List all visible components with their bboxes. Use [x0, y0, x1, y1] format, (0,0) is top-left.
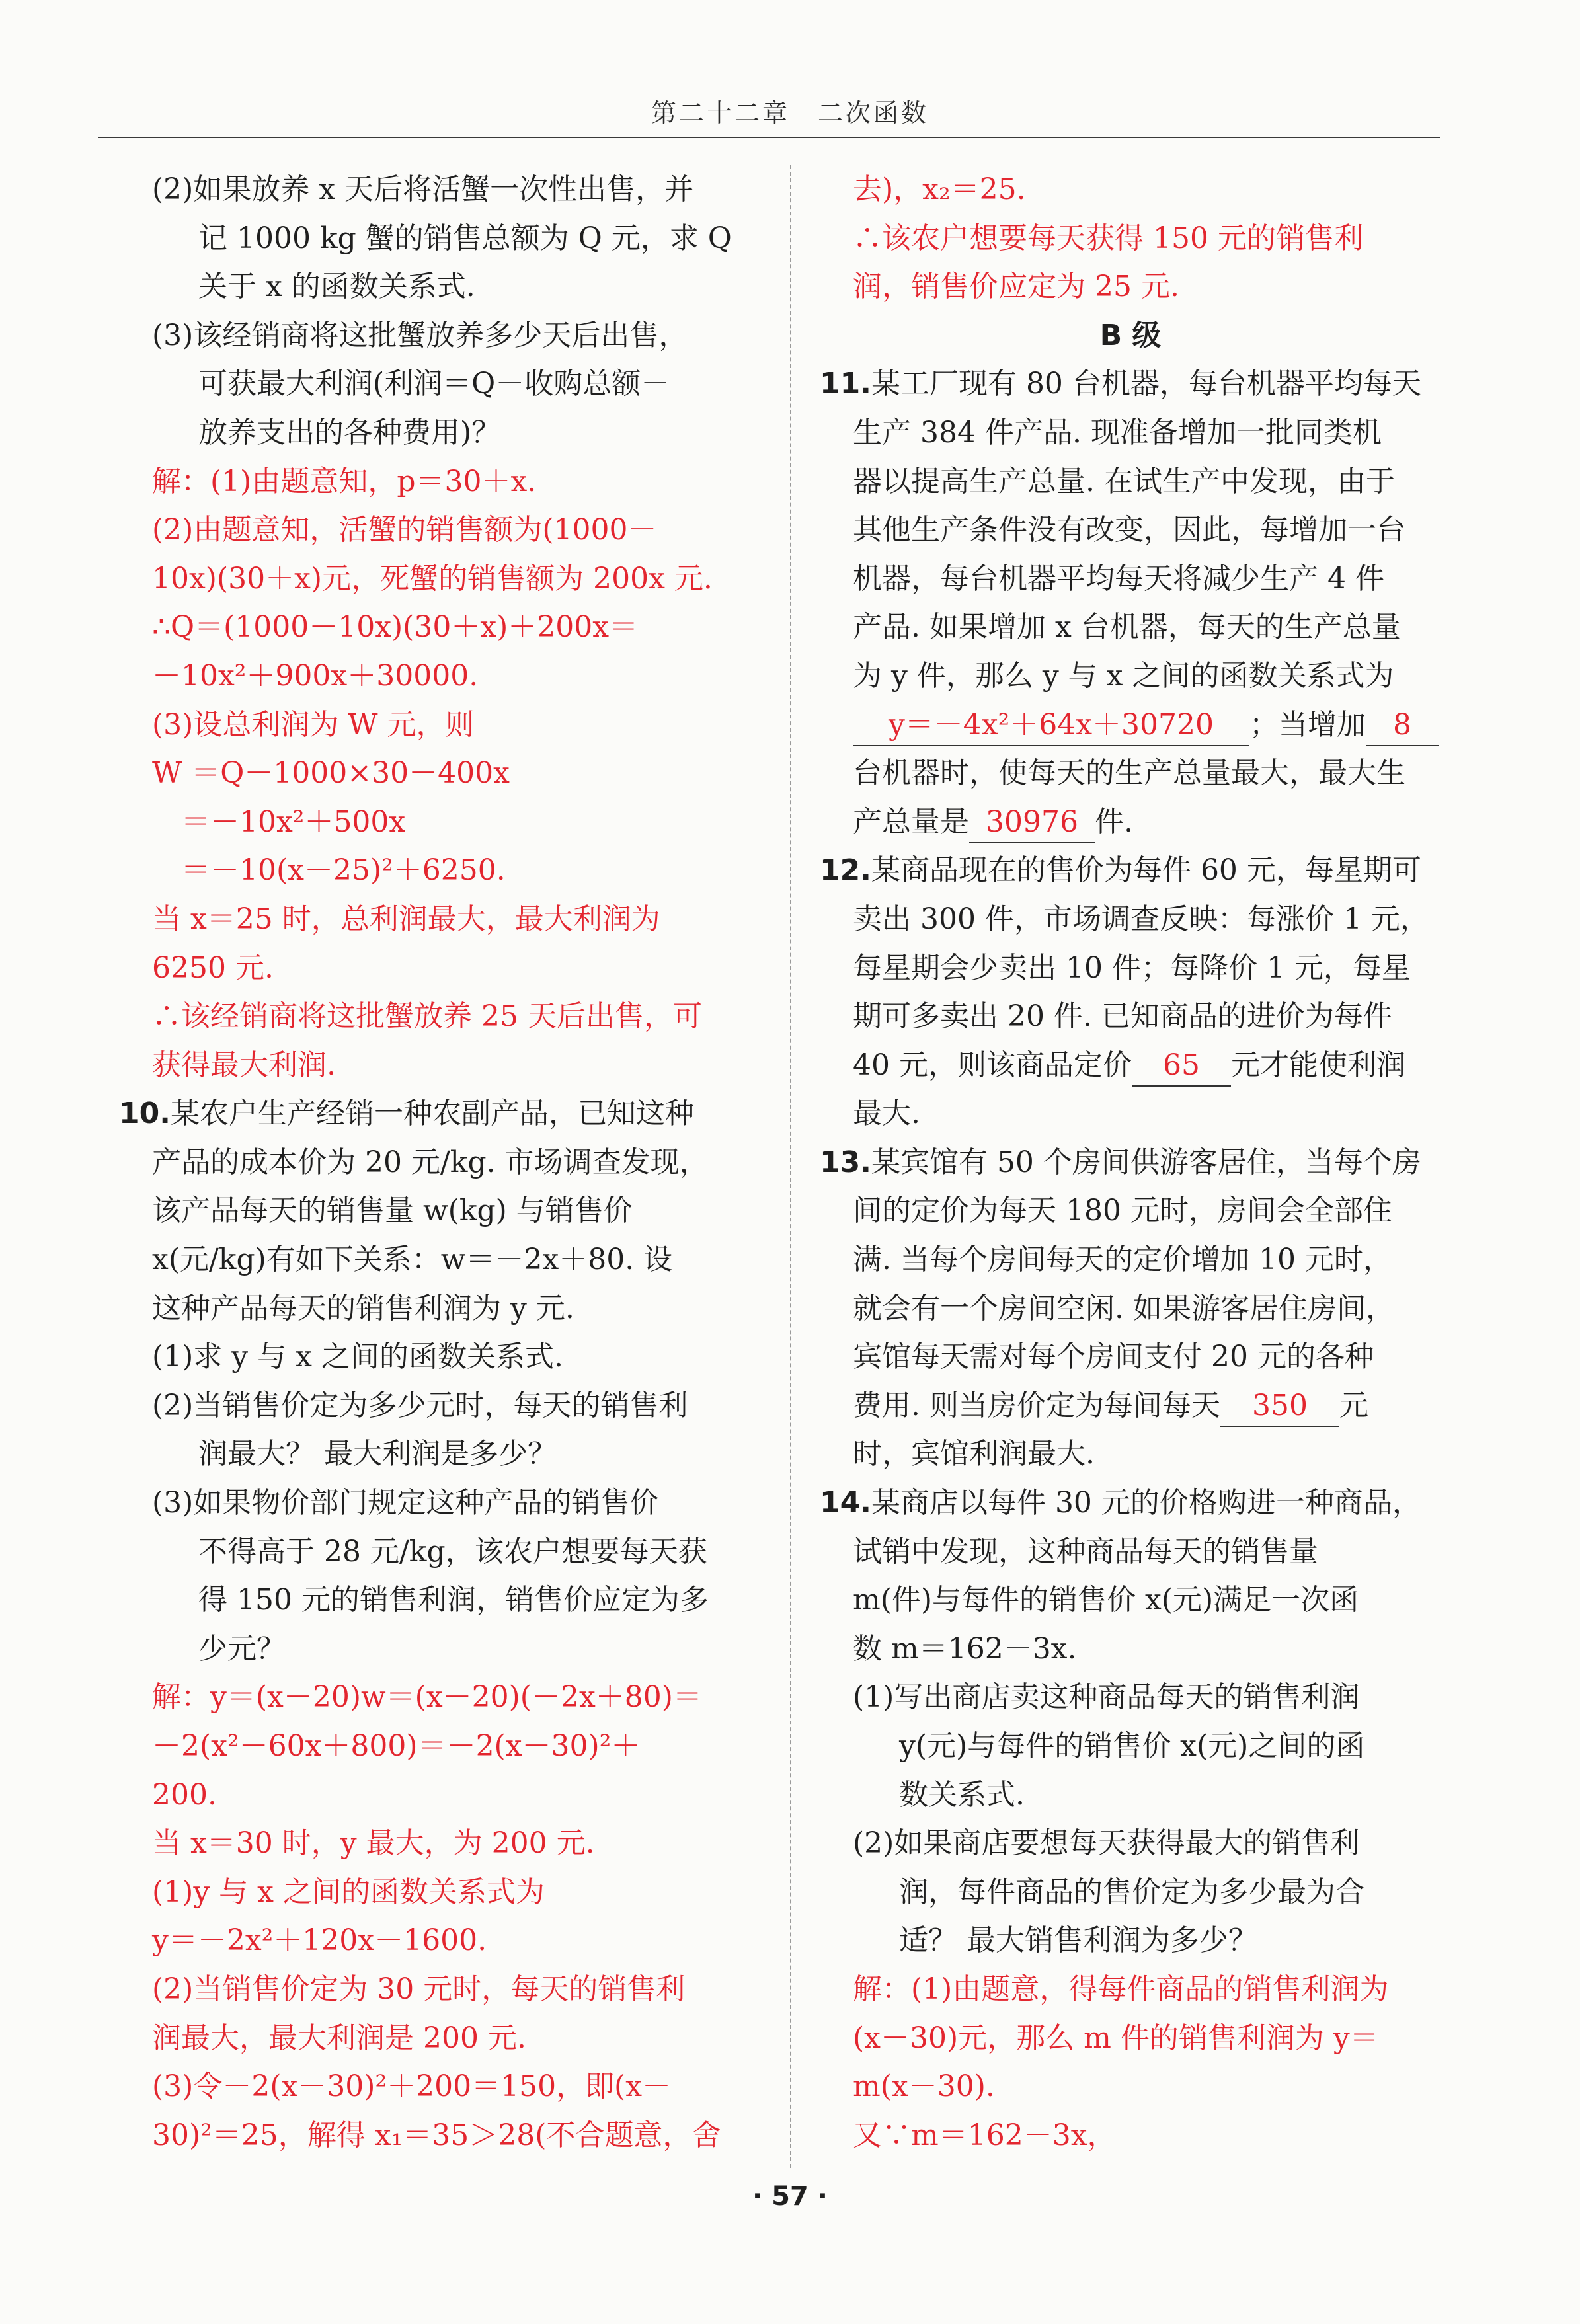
q14-sub1-line1: (1)写出商店卖这种商品每天的销售利润 [853, 1680, 1360, 1715]
q13-stem-line: 满. 当每个房间每天的定价增加 10 元时， [853, 1243, 1392, 1277]
q9-answer-line: ∴该经销商将这批蟹放养 25 天后出售，可 [152, 999, 702, 1034]
q11-number: 11. [820, 367, 871, 401]
q10-answer-line: (3)令－2(x－30)²＋200＝150，即(x－ [152, 2070, 672, 2104]
q12-stem-line: 期可多卖出 20 件. 已知商品的进价为每件 [853, 999, 1392, 1034]
q10-sub3-line4: 少元？ [198, 1631, 286, 1666]
q14-stem-line: 试销中发现，这种商品每天的销售量 [853, 1534, 1318, 1569]
right-column [813, 165, 1448, 2159]
q10-stem-line1 [112, 1089, 747, 1138]
q11-line9: 台机器时，使每天的生产总量最大，最大生 [853, 756, 1405, 791]
q9-part3-line1: (3)该经销商将这批蟹放养多少天后出售， [152, 318, 688, 352]
q13-line7: 时，宾馆利润最大. [853, 1437, 1095, 1471]
q10-answer-line: 30)²＝25，解得 x₁＝35＞28(不合题意，舍 [152, 2118, 721, 2152]
level-heading: B 级 [1099, 318, 1162, 352]
q11-stem-line: 器以提高生产总量. 在试生产中发现，由于 [853, 464, 1395, 498]
q14-answer-line: 又∵m＝162－3x， [853, 2118, 1117, 2152]
q11-stem-line: 生产 384 件产品. 现准备增加一批同类机 [853, 415, 1382, 449]
q9-answer-line: (2)由题意知，活蟹的销售额为(1000－ [152, 513, 657, 547]
q13-line6-post: 元 [1339, 1388, 1368, 1422]
q9-answer-line: 10x)(30＋x)元，死蟹的销售额为 200x 元. [152, 561, 713, 596]
q11-mid-text: ；当增加 [1249, 707, 1366, 742]
q9-part2-line2: 记 1000 kg 蟹的销售总额为 Q 元，求 Q [198, 221, 732, 255]
q13-stem-line1 [813, 1138, 1448, 1187]
q9-part3-line2: 可获最大利润(利润＝Q－收购总额－ [198, 367, 670, 401]
column-divider [790, 165, 791, 2168]
q9-answer-line: 当 x＝25 时，总利润最大，最大利润为 [152, 902, 660, 936]
q12-line5 [813, 1041, 1448, 1090]
q12-number: 12. [820, 853, 871, 888]
q12-line5-pre: 40 元，则该商品定价 [853, 1048, 1132, 1082]
q11-stem-line: 产品. 如果增加 x 台机器，每天的生产总量 [853, 610, 1401, 644]
q11-line10-post: 件. [1095, 804, 1133, 839]
q14-stem-line1 [813, 1479, 1448, 1528]
q14-stem-text: 某商店以每件 30 元的价格购进一种商品， [871, 1486, 1421, 1520]
q10-number: 10. [119, 1097, 171, 1131]
q10-sub3-line2: 不得高于 28 元/kg，该农户想要每天获 [198, 1534, 707, 1569]
q11-blank-line [813, 701, 1448, 750]
q10-answer-line: (1)y 与 x 之间的函数关系式为 [152, 1875, 545, 1909]
q11-stem-line1 [813, 360, 1448, 408]
q9-part3-line3: 放养支出的各种费用)？ [198, 415, 501, 449]
q11-stem-line: 为 y 件，那么 y 与 x 之间的函数关系式为 [853, 658, 1394, 693]
q11-stem-text: 某工厂现有 80 台机器，每台机器平均每天 [871, 367, 1421, 401]
q14-answer-line: (x－30)元，那么 m 件的销售利润为 y＝ [853, 2021, 1379, 2055]
q12-stem-line: 卖出 300 件，市场调查反映：每涨价 1 元， [853, 902, 1429, 936]
q10-stem-line: 该产品每天的销售量 w(kg) 与销售价 [152, 1194, 633, 1228]
q10-answer-cont: 去)，x₂＝25. [853, 173, 1026, 206]
q10-answer-line: －2(x²－60x＋800)＝－2(x－30)²＋ [152, 1729, 641, 1763]
header-rule [98, 137, 1440, 138]
q12-line6: 最大. [853, 1097, 920, 1131]
q13-line6-pre: 费用. 则当房价定为每间每天 [853, 1388, 1220, 1422]
q10-sub2-line1: (2)当销售价定为多少元时，每天的销售利 [152, 1388, 688, 1422]
q10-stem-line: 产品的成本价为 20 元/kg. 市场调查发现， [152, 1145, 709, 1179]
q11-line10 [813, 798, 1448, 847]
q12-stem-line: 每星期会少卖出 10 件；每降价 1 元，每星 [853, 950, 1411, 985]
q11-answer-blank-1: y＝－4x²＋64x＋30720 [853, 705, 1249, 746]
q9-part2-line3: 关于 x 的函数关系式. [198, 270, 475, 304]
q10-answer-cont: ∴该农户想要每天获得 150 元的销售利 [853, 221, 1363, 255]
q10-stem-text: 某农户生产经销一种农副产品，已知这种 [170, 1097, 694, 1131]
q14-sub1-line3: 数关系式. [899, 1777, 1025, 1812]
q12-answer-blank: 65 [1132, 1046, 1231, 1087]
q13-line6 [813, 1381, 1448, 1430]
q10-stem-line: x(元/kg)有如下关系：w＝－2x＋80. 设 [152, 1243, 673, 1277]
q9-answer-line: (3)设总利润为 W 元，则 [152, 707, 475, 742]
q11-stem-line: 其他生产条件没有改变，因此，每增加一台 [853, 513, 1405, 547]
q14-number: 14. [820, 1486, 871, 1520]
q9-answer-line: ∴Q＝(1000－10x)(30＋x)＋200x＝ [152, 610, 639, 644]
q9-part2-line1: (2)如果放养 x 天后将活蟹一次性出售，并 [152, 173, 694, 206]
q10-sub3-line1: (3)如果物价部门规定这种产品的销售价 [152, 1486, 659, 1520]
q10-answer-cont: 润，销售价应定为 25 元. [853, 270, 1179, 304]
q14-sub2-line3: 适？ 最大销售利润为多少？ [899, 1923, 1257, 1958]
q11-stem-line: 机器，每台机器平均每天将减少生产 4 件 [853, 561, 1384, 596]
q9-answer-line: 获得最大利润. [152, 1048, 336, 1082]
chapter-header: 第二十二章 二次函数 [651, 98, 929, 128]
q10-stem-line: 这种产品每天的销售利润为 y 元. [152, 1291, 574, 1325]
q14-stem-line: m(件)与每件的销售价 x(元)满足一次函 [853, 1583, 1359, 1617]
left-column [112, 165, 747, 2159]
q14-sub2-line1: (2)如果商店要想每天获得最大的销售利 [853, 1826, 1360, 1861]
q12-stem-line1 [813, 846, 1448, 895]
q13-stem-text: 某宾馆有 50 个房间供游客居住，当每个房 [871, 1145, 1421, 1179]
q9-answer-line: 解：(1)由题意知，p＝30＋x. [152, 464, 537, 498]
q13-stem-line: 就会有一个房间空闲. 如果游客居住房间， [853, 1291, 1395, 1325]
q14-answer-line: 解：(1)由题意，得每件商品的销售利润为 [853, 1972, 1389, 2006]
q14-answer-line: m(x－30). [853, 2070, 995, 2104]
q12-stem-text: 某商品现在的售价为每件 60 元，每星期可 [871, 853, 1421, 888]
q10-answer-line: 润最大，最大利润是 200 元. [152, 2021, 526, 2055]
q12-line5-post: 元才能使利润 [1230, 1048, 1405, 1082]
q11-answer-blank-2: 8 [1366, 705, 1439, 746]
q9-answer-line: －10x²＋900x＋30000. [152, 658, 479, 693]
page-number: · 57 · [752, 2181, 828, 2212]
q9-answer-line: ＝－10(x－25)²＋6250. [152, 853, 506, 888]
q11-line10-pre: 产总量是 [853, 804, 969, 839]
q10-sub1: (1)求 y 与 x 之间的函数关系式. [152, 1340, 563, 1374]
q13-answer-blank: 350 [1220, 1386, 1339, 1427]
q10-answer-line: (2)当销售价定为 30 元时，每天的销售利 [152, 1972, 686, 2006]
q14-sub2-line2: 润，每件商品的售价定为多少最为合 [899, 1875, 1364, 1909]
q9-answer-line: W ＝Q－1000×30－400x [152, 756, 510, 791]
q14-sub1-line2: y(元)与每件的销售价 x(元)之间的函 [899, 1729, 1365, 1763]
q10-answer-line: 解：y＝(x－20)w＝(x－20)(－2x＋80)＝ [152, 1680, 702, 1715]
q10-sub2-line2: 润最大？ 最大利润是多少？ [198, 1437, 557, 1471]
q10-answer-line: y＝－2x²＋120x－1600. [152, 1923, 487, 1958]
q13-number: 13. [820, 1145, 871, 1179]
q9-answer-line: ＝－10x²＋500x [152, 804, 406, 839]
q10-sub3-line3: 得 150 元的销售利润，销售价应定为多 [198, 1583, 709, 1617]
q13-stem-line: 宾馆每天需对每个房间支付 20 元的各种 [853, 1340, 1374, 1374]
q10-answer-line: 200. [152, 1777, 217, 1812]
q13-stem-line: 间的定价为每天 180 元时，房间会全部住 [853, 1194, 1392, 1228]
q11-answer-blank-3: 30976 [969, 802, 1095, 843]
q14-stem-line: 数 m＝162－3x. [853, 1631, 1077, 1666]
q9-answer-line: 6250 元. [152, 950, 274, 985]
q10-answer-line: 当 x＝30 时，y 最大，为 200 元. [152, 1826, 595, 1861]
